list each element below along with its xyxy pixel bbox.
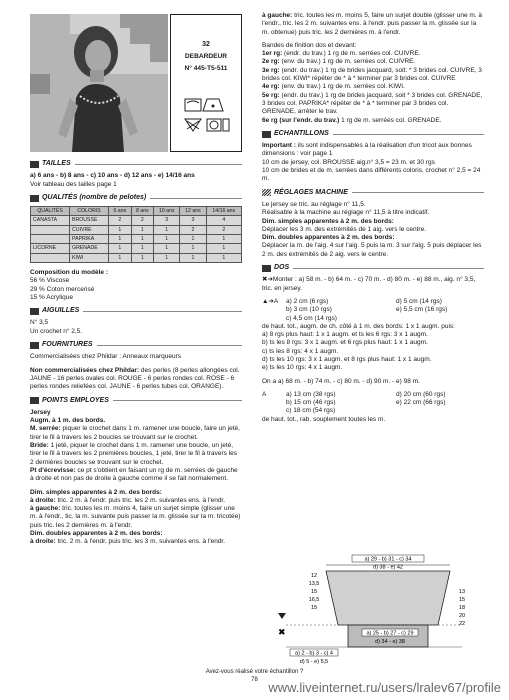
- triangle-marker-icon: [278, 613, 286, 619]
- dim-right-label: 20: [458, 613, 466, 619]
- square-bullet-icon: [30, 161, 39, 168]
- left-column: [30, 155, 242, 547]
- bande-row: 2e rg: (env. du trav.) 1 rg de m. serrées col. CUIVRE.: [262, 58, 416, 66]
- table-row: CUIVRE 1 1 1 2 2: [31, 225, 242, 234]
- square-bullet-icon: [30, 342, 39, 349]
- square-bullet-icon: [30, 308, 39, 315]
- square-bullet-icon: [30, 397, 39, 404]
- section-header-tailles: TAILLES: [30, 160, 242, 168]
- dos-item: e) ts les 10 rgs: 4 x 1 augm.: [262, 364, 343, 372]
- table-row: KIWI 1 1 1 1 1: [31, 253, 242, 262]
- supplies-line: Commercialisées chez Phildar : Anneaux marqueurs: [30, 353, 182, 361]
- yarn-quality-table: [30, 206, 242, 263]
- dim-base-label: d) 5 - e) 5,5: [299, 659, 329, 665]
- section-header-points: POINTS EMPLOYES: [30, 397, 242, 405]
- dim-left-label: 13,5: [308, 581, 320, 587]
- cross-marker-icon: ✖: [278, 627, 286, 637]
- composition-line: 15 % Acrylique: [30, 293, 73, 301]
- dim-base-label: a) 2 - b) 3 - c) 4: [295, 650, 333, 657]
- model-photo: [30, 14, 168, 152]
- dim-left-label: 15: [310, 605, 318, 611]
- dos-height-row: c) 18 cm (54 rgs): [286, 407, 336, 415]
- hook-line: Un crochet n° 2,5.: [30, 327, 83, 335]
- table-row: PAPRIKA 1 1 1 1 1: [31, 235, 242, 244]
- dos-aug-row: ▲➔A a) 2 cm (6 rgs) d) 5 cm (14 rgs): [262, 297, 442, 305]
- dim-double-title: Dim. doubles apparentes à 2 m. des bords:: [30, 529, 163, 537]
- dim-simple-droite: à droite: tric. 2 m. à l'endr. puis tric. les 2 m. suivantes ens. à l'endr.: [30, 496, 226, 504]
- dim-top-label: a) 29 - b) 31 - c) 34: [364, 556, 412, 563]
- machine-line: Le jersey se tric. au réglage n° 11,5.: [262, 200, 366, 208]
- sizes-note: Voir tableau des tailles page 1: [30, 180, 117, 188]
- page-number: 78: [251, 677, 258, 683]
- section-header-dos: DOS: [262, 264, 484, 272]
- dos-on-a: On a a) 68 m. - b) 74 m. - c) 80 m. - d) 90 m. - e) 98 m.: [262, 377, 420, 385]
- footer-tagline: Avez-vous réalisé votre échantillon ?: [205, 669, 304, 675]
- table-row: CANASTA BROUSSE 2 2 3 3 4: [31, 216, 242, 225]
- model-number: 32: [202, 41, 210, 48]
- right-column: [262, 12, 484, 424]
- dos-item: c) ts les 8 rgs: 4 x 1 augm.: [262, 347, 339, 355]
- dos-end: de haut. tot., rab. souplement toutes les m.: [262, 415, 386, 423]
- dos-item: b) ts les 8 rgs: 3 x 1 augm. et 6 rgs plus haut: 1 x 1 augm.: [262, 339, 428, 347]
- hatched-bullet-icon: [262, 189, 271, 196]
- dim-left-label: 16,5: [308, 597, 320, 603]
- dim-double-gauche: à gauche: tric. toutes les m. moins 5, faire un surjet double (glisser une m. à l'endr., tric. les 2 m. suivantes ens. à l'endr. puis passer la m. glissée sur la m. obtenue) puis tric. les 2 dernières m. à l'endr.: [262, 12, 483, 36]
- machine-line: Réalisable à la machine au réglage n° 11,5 à titre indicatif.: [262, 209, 430, 217]
- dim-top-label: d) 38 - e) 42: [373, 564, 403, 571]
- dim-left-label: 15: [310, 589, 318, 595]
- sizes-line: a) 6 ans - b) 8 ans - c) 10 ans - d) 12 ans - e) 14/16 ans: [30, 172, 195, 180]
- gauge-important: Important : ils sont indispensables à la réalisation d'un tricot aux bonnes dimensions : voir page 1: [262, 142, 472, 158]
- section-header-qualites: QUALITÉS (nombre de pelotes): [30, 194, 242, 202]
- stitch-augm: Augm. à 1 m. des bords.: [30, 417, 106, 425]
- stitch-bride: Bride: 1 jeté, piquer le crochet dans 1 m. ramener une boucle, un jeté, tirer le fil à travers les 2 premières boucles, 1 jeté, tirer le fil à travers les 2 dernières boucles se trouvant sur le crochet.: [30, 442, 237, 466]
- dos-item: d) ts les 10 rgs: 3 x 1 augm. et 8 rgs plus haut: 1 x 1 augm.: [262, 355, 432, 363]
- supplies-extra: Non commercialisées chez Phildar: des perles (8 perles allongées col. JAUNE - 16 perles ovales col. ROUGE - 6 perles rondes col. ROSE - 6 perles rondes reliefées col. JAUNE - 6 perles tubes col. ORANGE).: [30, 366, 240, 391]
- bande-row: 1er rg: (endr. du trav.) 1 rg de m. serrées col. CUIVRE.: [262, 50, 421, 58]
- watermark: www.liveinternet.ru/users/lralev67/profile: [268, 680, 501, 695]
- dos-monter: ✖➔Monter : a) 58 m. - b) 64 m. - c) 70 m. - d) 80 m. - e) 88 m., aig. n° 3,5, tric. en jersey.: [262, 276, 476, 292]
- dos-aug-row: b) 3 cm (10 rgs) e) 5,5 cm (16 rgs): [286, 306, 448, 314]
- model-ref: N° 445-T5-511: [184, 65, 228, 72]
- gauge-line: 10 cm de jersey, col. BROUSSE aig.n° 3,5 = 23 m. et 30 rgs: [262, 158, 435, 166]
- dim-left-label: 12: [310, 573, 318, 579]
- dim-bottom-label: d) 34 - e) 38: [375, 639, 405, 645]
- table-row: LICORNE GRENADE 1 1 1 1 1: [31, 244, 242, 253]
- dim-double-droite: à droite: tric. 2 m. à l'endr. puis tric. les 3 m. suivantes ens. à l'endr.: [30, 538, 226, 546]
- triangle-arrow-icon: ▲➔A: [262, 297, 279, 305]
- composition-line: 29 % Coton mercerisé: [30, 285, 95, 293]
- dos-height-row: A a) 13 cm (38 rgs) d) 20 cm (60 rgs): [262, 390, 446, 398]
- model-id-box: [170, 14, 242, 152]
- section-header-fournitures: FOURNITURES: [30, 341, 242, 349]
- dim-simple-title: Dim. simples apparentes à 2 m. des bords:: [30, 488, 162, 496]
- machine-dim-simple-title: Dim. simples apparentes à 2 m. des bords:: [262, 217, 394, 225]
- bandes-title: Bandes de finition dos et devant:: [262, 41, 357, 49]
- stitch-picot: Pt d'écrevisse: ce pt s'obtient en faisant un rg de m. serrées de gauche à droite et non pas de droite à gauche comme il se fait normalement.: [30, 466, 238, 483]
- bande-row: 5e rg: (endr. du trav.) 1 rg de brides jacquard, soit * 3 brides col. GRENADE, 3 brides col. PAPRIKA* répéter de * à * terminer par 3 brides col. GRENADE, arrêter le trav.: [262, 91, 483, 116]
- dim-right-label: 13: [458, 589, 466, 595]
- section-header-aiguilles: AIGUILLES: [30, 307, 242, 315]
- dim-bottom-label: a) 25 - b) 27 - c) 29: [366, 630, 414, 637]
- dos-desc: de haut. tot., augm. de ch. côté à 1 m. des bords: 1 x 1 augm. puis:: [262, 322, 455, 330]
- bande-row: 6e rg (sur l'endr. du trav.) 1 rg de m. serrées col. GRENADE.: [262, 116, 442, 124]
- dos-item: a) 8 rgs plus haut: 1 x 1 augm. et ts les 6 rgs: 3 x 1 augm.: [262, 331, 428, 339]
- section-header-echantillons: ECHANTILLONS: [262, 130, 484, 138]
- schematic-diagram: [262, 553, 484, 668]
- machine-dim-simple: Déplacer les 3 m. des extrémités de 1 aig. vers le centre.: [262, 225, 427, 233]
- dim-right-label: 22: [458, 621, 466, 627]
- square-bullet-icon: [30, 195, 39, 202]
- care-symbols-icon: [183, 95, 231, 135]
- gauge-line: 10 cm de brides et de m. serrées dans différents coloris, crochet n° 2,5 = 24 m.: [262, 167, 481, 183]
- machine-dim-double-title: Dim. doubles apparentes à 2 m. des bords:: [262, 234, 395, 242]
- machine-dim-double: Déplacer la m. de l'aig. 4 sur l'aig. 5 puis la m. 3 sur l'aig. 5 puis déplacer les 2 m. des extrémités de 2 aig. vers le centre.: [262, 242, 482, 258]
- stitch-jersey: Jersey: [30, 408, 51, 416]
- dim-simple-gauche: à gauche: tric. toutes les m. moins 4, faire un surjet simple (glisser une m. à l'endr., tic. la m. suivante puis passer la m. glissée sur la m. tricotée) puis tric. les 2 dernières m. à l'endr.: [30, 505, 241, 529]
- dim-right-label: 18: [458, 605, 466, 611]
- dim-right-label: 15: [458, 597, 466, 603]
- table-header-row: QUALITÉS COLORIS 6 ans 8 ans 10 ans 12 ans 14/16 ans: [31, 207, 242, 216]
- dos-aug-row: c) 4,5 cm (14 rgs): [286, 314, 337, 322]
- scissors-arrow-icon: ✖➔: [262, 276, 273, 284]
- square-bullet-icon: [262, 131, 271, 138]
- bande-row: 4e rg: (env. du trav.) 1 rg de m. serrées col. KIWI.: [262, 83, 405, 91]
- dos-height-row: b) 15 cm (46 rgs) e) 22 cm (66 rgs): [286, 399, 446, 407]
- needle-line: N° 3,5: [30, 319, 49, 327]
- bande-row: 3e rg: (endr. du trav.) 1 rg de brides jacquard, soit: * 3 brides col. CUIVRE, 3 brides col. KIWI* répéter de * à * terminer par 3 brides col. CUIVRE: [262, 66, 482, 83]
- composition-line: 56 % Viscose: [30, 277, 70, 285]
- section-header-reglages: RÉGLAGES MACHINE: [262, 189, 484, 197]
- stitch-mserree: M. serrée: piquer le crochet dans 1 m. ramener une boucle, faire un jeté, tirer le fil à travers les 2 boucles se trouvant sur le crochet.: [30, 425, 240, 441]
- back-panel-shape: [326, 571, 450, 625]
- composition-title: Composition du modèle :: [30, 268, 108, 276]
- model-name: DEBARDEUR: [184, 53, 228, 60]
- square-bullet-icon: [262, 265, 271, 272]
